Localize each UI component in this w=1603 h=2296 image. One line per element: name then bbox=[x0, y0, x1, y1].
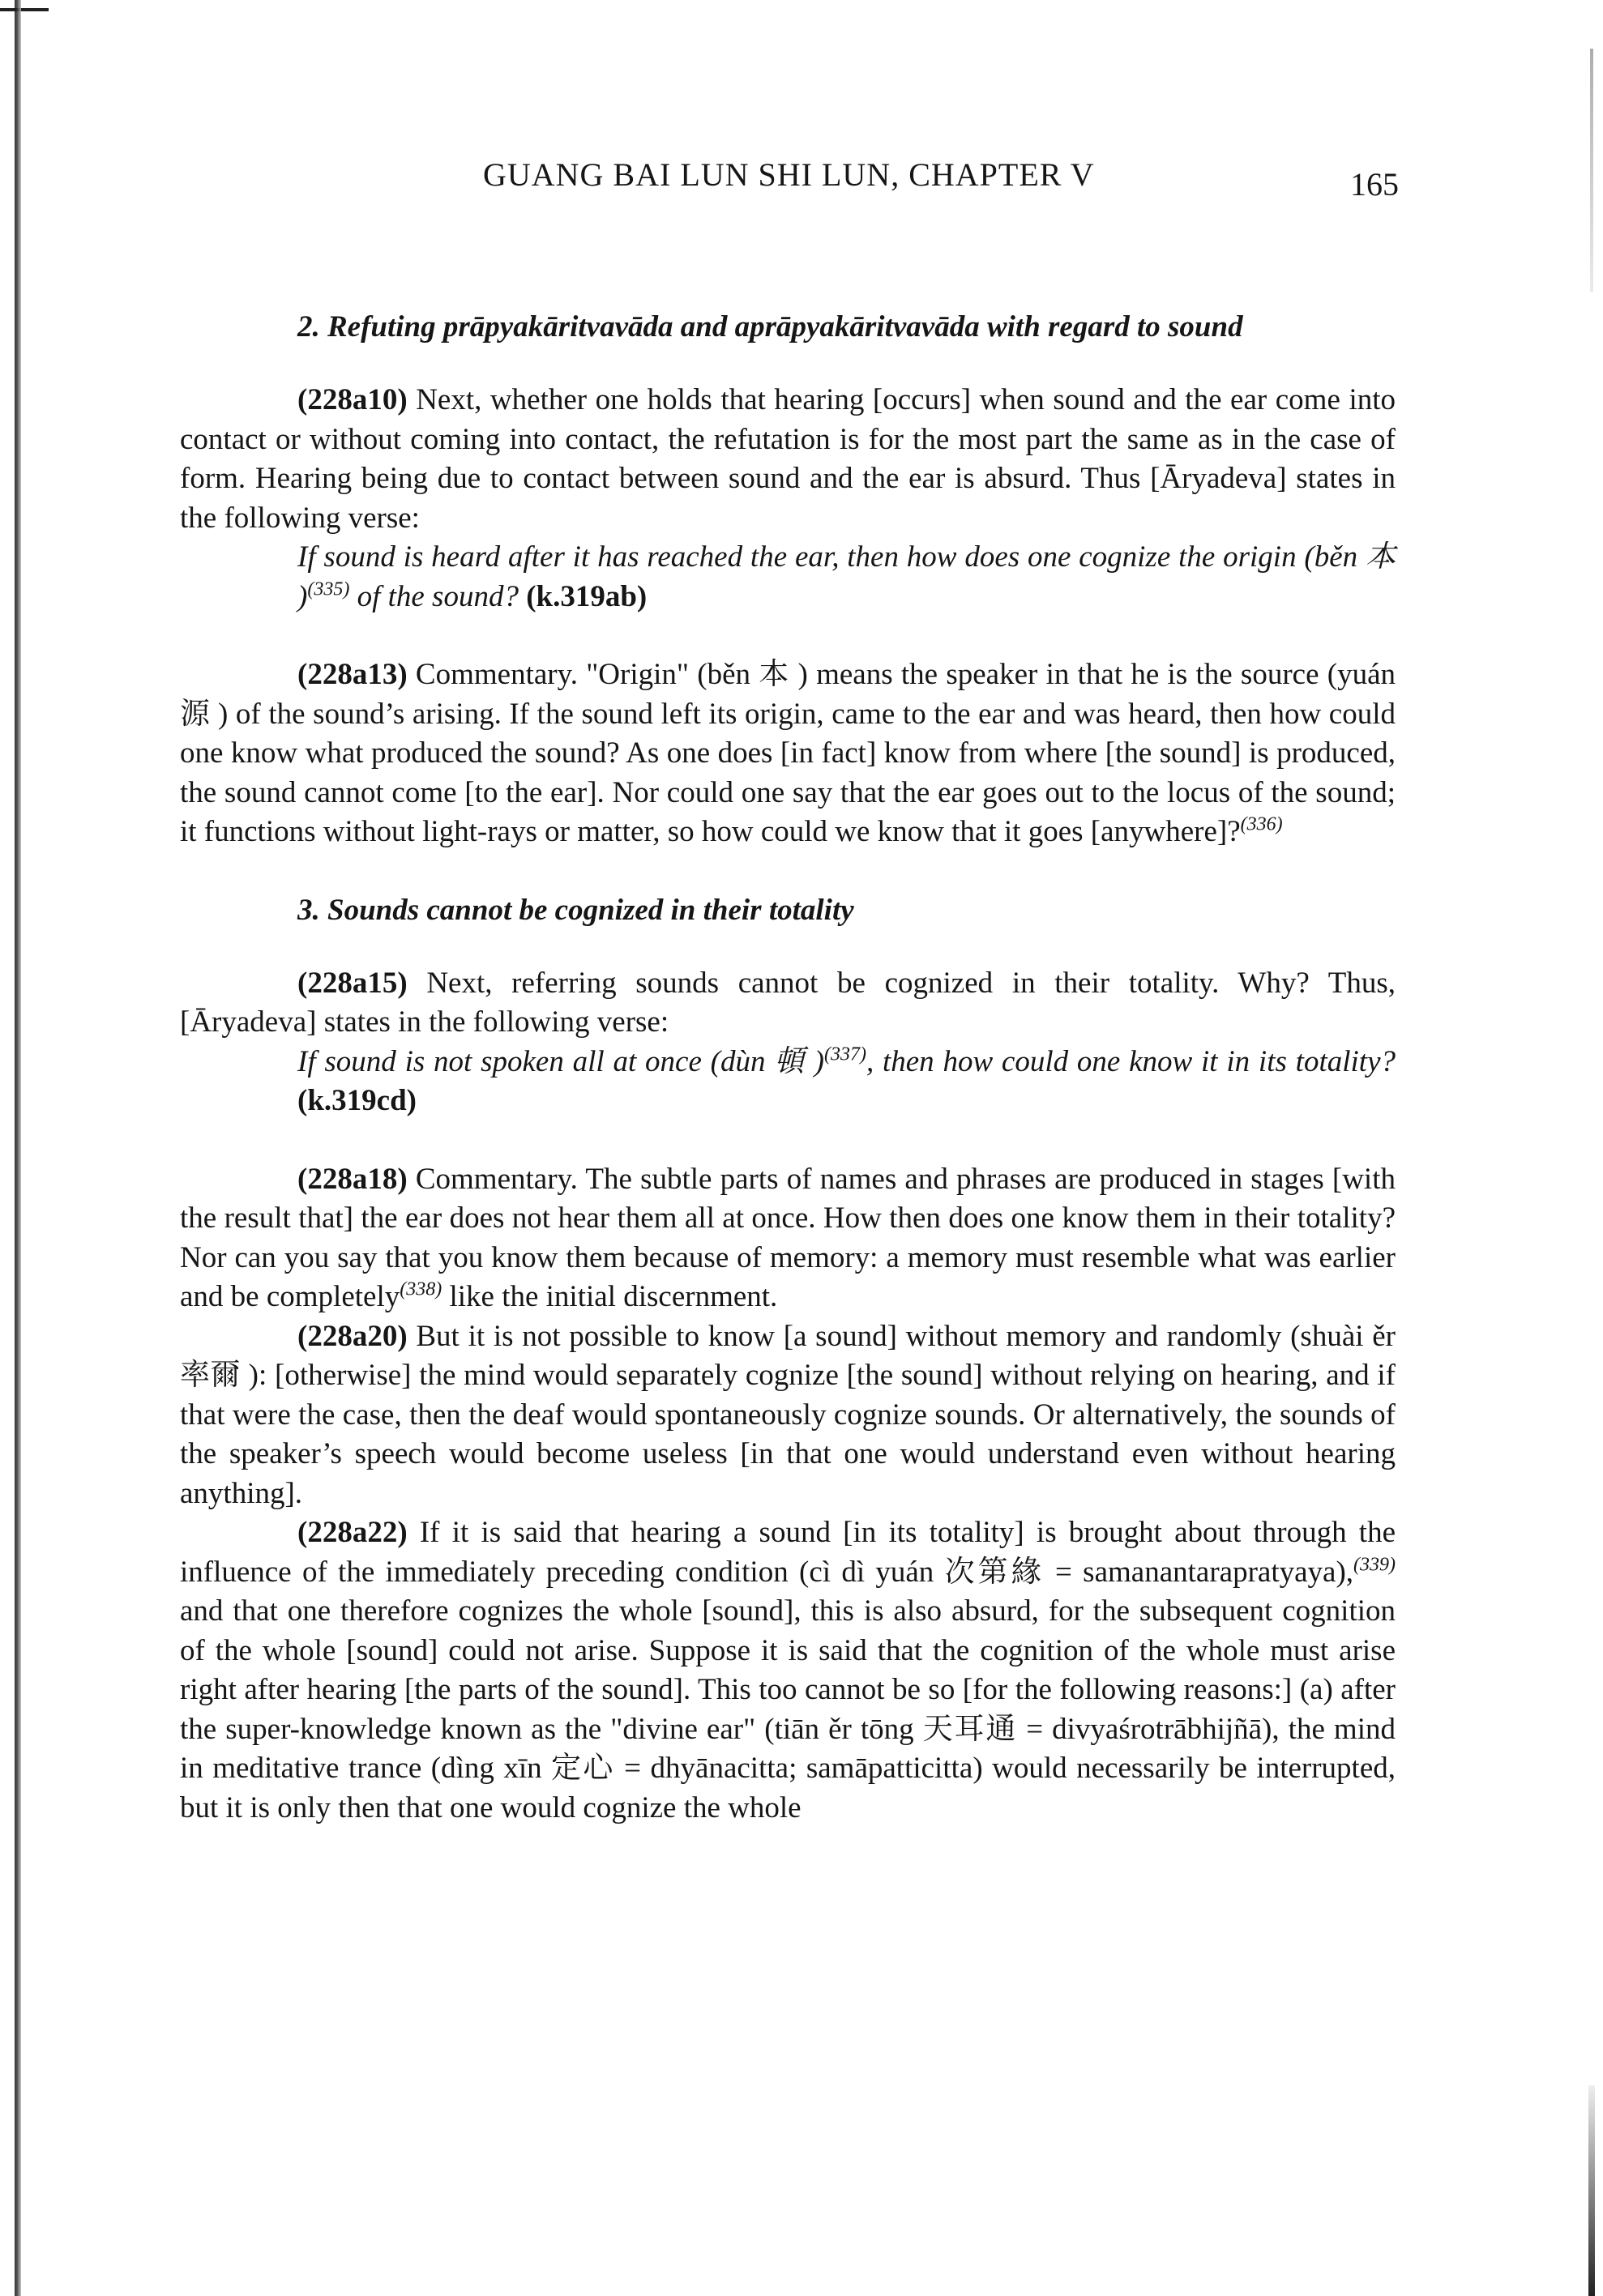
section-3 bbox=[180, 891, 1396, 1829]
paragraph-text: If it is said that hearing a sound [in its totality] is brought about through the influence of the immediately preceding condition (cì dì yuán 次第緣 = samanantarapratyaya), bbox=[180, 1516, 1396, 1589]
paragraph-228a15 bbox=[180, 964, 1396, 1043]
paragraph-228a22 bbox=[180, 1513, 1396, 1828]
paragraph-ref: (228a22) bbox=[297, 1516, 408, 1549]
scan-edge-left bbox=[15, 0, 21, 2296]
verse-text-continued: , then how could one know it in its totality? bbox=[866, 1044, 1396, 1078]
paragraph-ref: (228a15) bbox=[297, 966, 408, 1000]
karika-ref: (k.319cd) bbox=[297, 1084, 417, 1117]
verse-text: If sound is heard after it has reached the ear, then how does one cognize the origin (běn 本 ) bbox=[297, 540, 1396, 613]
paragraph-ref: (228a20) bbox=[297, 1319, 408, 1353]
scan-edge-right-bottom bbox=[1588, 2085, 1595, 2296]
paragraph-text: But it is not possible to know [a sound] without memory and randomly (shuài ěr 率爾 ): [otherwise] the mind would separately cognize [the sound] without relying on hearing, and if that were the case, then the deaf would spontaneously cognize sounds. Or alternatively, the sounds of the speaker’s speech would become useless [in that one would understand even without hearing anything]. bbox=[180, 1319, 1396, 1510]
footnote-ref-336: (336) bbox=[1240, 813, 1283, 835]
paragraph-228a13 bbox=[180, 655, 1396, 852]
paragraph-text-continued: and that one therefore cognizes the whole [sound], this is also absurd, for the subsequent cognition of the whole [sound] could not arise. Suppose it is said that the cognition of the whole must arise right after hearing [the parts of the sound]. This too cannot be so [for the following reasons:] (a) after the super-knowledge known as the "divine ear" (tiān ěr tōng 天耳通 = divyaśrotrābhijñā), the mind in meditative trance (dìng xīn 定心 = dhyānacitta; samāpatticitta) would necessarily be interrupted, but it is only then that one would cognize the whole bbox=[180, 1594, 1396, 1824]
paragraph-text: Commentary. "Origin" (běn 本 ) means the speaker in that he is the source (yuán 源 ) of the sound’s arising. If the sound left its origin, came to the ear and was heard, then how could one know what produced the sound? As one does [in fact] know from where [the sound] is produced, the sound cannot come [to the ear]. Nor could one say that the ear goes out to the locus of the sound; it functions without light-rays or matter, so how could we know that it goes [anywhere]? bbox=[180, 658, 1396, 848]
page-header bbox=[483, 156, 1399, 204]
footnote-ref-339: (339) bbox=[1353, 1554, 1396, 1576]
paragraph-228a20 bbox=[180, 1317, 1396, 1514]
section-heading: 2. Refuting prāpyakāritvavāda and aprāpyakāritvavāda with regard to sound bbox=[297, 310, 1243, 344]
verse-k319cd bbox=[297, 1043, 1396, 1121]
verse-k319ab bbox=[297, 538, 1396, 617]
verse-text-continued: of the sound? bbox=[349, 579, 527, 613]
footnote-ref-337: (337) bbox=[823, 1043, 866, 1065]
verse-text: If sound is not spoken all at once (dùn 頓 ) bbox=[297, 1044, 824, 1078]
running-head: GUANG BAI LUN SHI LUN, CHAPTER V bbox=[483, 156, 1095, 193]
paragraph-ref: (228a10) bbox=[297, 383, 408, 416]
karika-ref: (k.319ab) bbox=[526, 579, 648, 613]
section-heading: 3. Sounds cannot be cognized in their totality bbox=[297, 893, 854, 927]
section-2 bbox=[180, 308, 1396, 852]
paragraph-228a18 bbox=[180, 1160, 1396, 1317]
paragraph-text: Commentary. The subtle parts of names and phrases are produced in stages [with the result that] the ear does not hear them all at once. How then does one know them in their totality? Nor can you say that you know them because of memory: a memory must resemble what was earlier and be completely bbox=[180, 1162, 1396, 1313]
page-number: 165 bbox=[1350, 166, 1399, 203]
scan-edge-right bbox=[1590, 49, 1593, 292]
page-body bbox=[180, 308, 1396, 1828]
paragraph-text-continued: like the initial discernment. bbox=[442, 1280, 778, 1313]
paragraph-ref: (228a13) bbox=[297, 658, 408, 691]
footnote-ref-335: (335) bbox=[307, 578, 350, 600]
paragraph-ref: (228a18) bbox=[297, 1162, 408, 1196]
paragraph-text: Next, referring sounds cannot be cognized in their totality. Why? Thus, [Āryadeva] states in the following verse: bbox=[180, 966, 1396, 1039]
footnote-ref-338: (338) bbox=[400, 1278, 442, 1300]
paragraph-text: Next, whether one holds that hearing [occurs] when sound and the ear come into contact or without coming into contact, the refutation is for the most part the same as in the case of form. Hearing being due to contact between sound and the ear is absurd. Thus [Āryadeva] states in the following verse: bbox=[180, 383, 1396, 535]
scan-edge-top bbox=[0, 8, 49, 11]
paragraph-228a10 bbox=[180, 381, 1396, 538]
